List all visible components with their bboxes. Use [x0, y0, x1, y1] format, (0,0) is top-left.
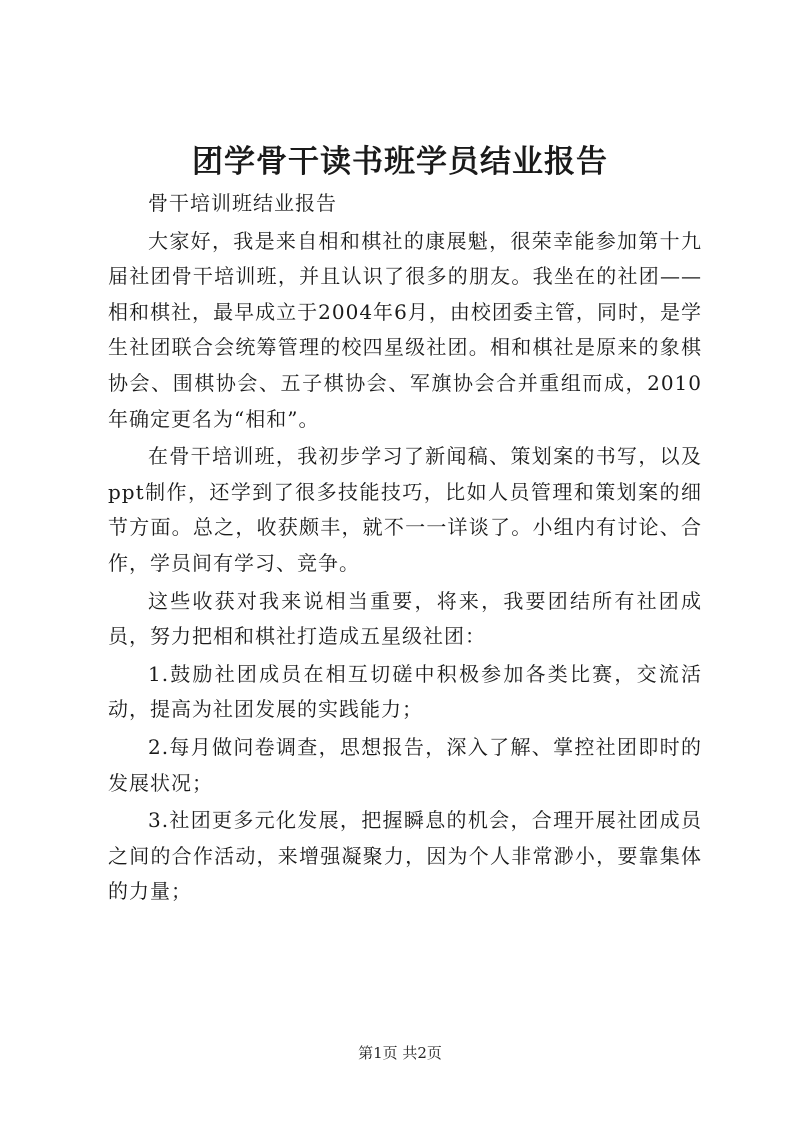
paragraph-introduction: 大家好，我是来自相和棋社的康展魁，很荣幸能参加第十九届社团骨干培训班，并且认识了很多的朋友。我坐在的社团——相和棋社，最早成立于2004年6月，由校团委主管，同时，是学生社团联合会统筹管理的校四星级社团。相和棋社是原来的象棋协会、围棋协会、五子棋协会、军旗协会合并重组而成，2010年确定更名为“相和”。 [108, 228, 702, 431]
paragraph-goal-3: 3.社团更多元化发展，把握瞬息的机会，合理开展社团成员之间的合作活动，来增强凝聚力，因为个人非常渺小，要靠集体的力量； [108, 808, 702, 904]
paragraph-subtitle: 骨干培训班结业报告 [148, 191, 337, 215]
paragraph-training-gains: 在骨干培训班，我初步学习了新闻稿、策划案的书写，以及ppt制作，还学到了很多技能技巧，比如人员管理和策划案的细节方面。总之，收获颇丰，就不一一详谈了。小组内有讨论、合作，学员间有学习、竞争。 [108, 444, 702, 575]
paragraph-goal-2: 2.每月做问卷调查，思想报告，深入了解、掌控社团即时的发展状况； [108, 734, 702, 795]
page-footer: 第1页 共2页 [358, 1044, 442, 1062]
document-body [108, 186, 702, 912]
paragraph-goals: 这些收获对我来说相当重要，将来，我要团结所有社团成员，努力把相和棋社打造成五星级社团： [108, 588, 702, 649]
document-title: 团学骨干读书班学员结业报告 [192, 144, 608, 180]
paragraph-goal-1: 1.鼓励社团成员在相互切磋中积极参加各类比赛，交流活动，提高为社团发展的实践能力； [108, 661, 702, 722]
